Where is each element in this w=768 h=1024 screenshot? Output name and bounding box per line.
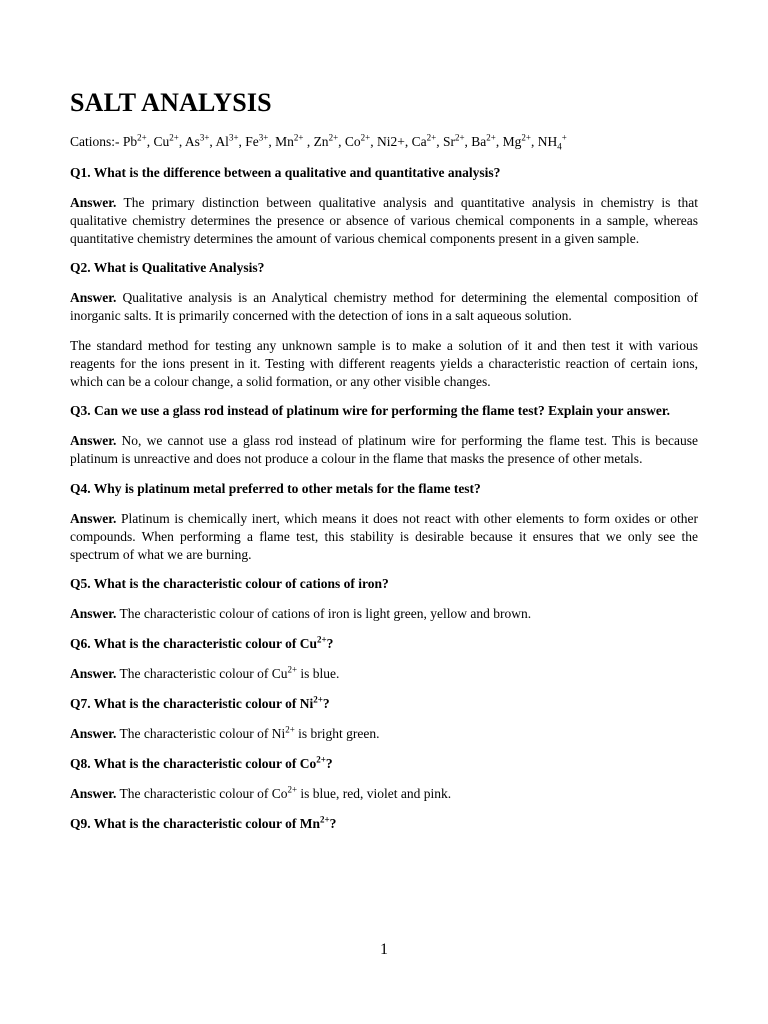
cation-list xyxy=(123,134,538,149)
answer-label: Answer. xyxy=(70,290,117,306)
cation-item: $Co^{2+}$, xyxy=(344,132,377,149)
answer-2-paragraph-2: The standard method for testing any unknown sample is to make a solution of it and then test it with various reagents for the ions present in it. Testing with different reagents yields a characteristic reaction of certain ions, which can be a colour change, a solid formation, or any other visible changes. xyxy=(70,337,698,389)
question-4: Q4. Why is platinum metal preferred to other metals for the flame test? xyxy=(70,480,481,496)
answer-3: Answer. No, we cannot use a glass rod instead of platinum wire for performing the flame test. This is because platinum is unreactive and does not produce a colour in the flame that masks the presence of other metals. xyxy=(70,433,698,467)
cation-item: $Fe^{3+}$, xyxy=(245,132,276,149)
answer-label: Answer. xyxy=(70,195,117,210)
cation-item: $Mn^{2+}$ , xyxy=(275,132,314,149)
answer-6: Answer. The characteristic colour of $Cu^{2+}$ is blue. xyxy=(70,664,340,682)
answer-8: Answer. The characteristic colour of $Co^{2+}$ is blue, red, violet and pink. xyxy=(70,784,452,801)
question-6: Q6. What is the characteristic colour of $Cu^{2+}$? xyxy=(70,634,334,652)
answer-label: Answer. xyxy=(70,606,117,622)
answer-label: Answer. xyxy=(70,785,117,801)
cation-item: $Ca^{2+}$, xyxy=(411,132,443,149)
answer-2: Answer. Qualitative analysis is an Analytical chemistry method for determining the elemental composition of inorganic salts. It is primarily concerned with the detection of ions in a salt aqueous solution. xyxy=(70,290,698,324)
answer-label: Answer. xyxy=(70,725,117,741)
question-8: Q8. What is the characteristic colour of $Co^{2+}$? xyxy=(70,754,333,771)
cations-prefix: Cations:- xyxy=(70,134,123,149)
cation-item: $Ba^{2+}$, xyxy=(471,132,503,149)
cation-nh4: $NH_4^+$ xyxy=(537,132,567,152)
question-2: Q2. What is Qualitative Analysis? xyxy=(70,260,265,276)
cation-item: $Zn^{2+}$, xyxy=(313,132,345,149)
question-3: Q3. Can we use a glass rod instead of platinum wire for performing the flame test? Explain your answer. xyxy=(70,403,671,419)
cation-item: $Al^{3+}$, xyxy=(215,132,246,149)
answer-label: Answer. xyxy=(70,510,117,526)
page-number: 1 xyxy=(380,941,388,958)
cation-item: $As^{3+}$, xyxy=(184,132,216,149)
cation-item: $Cu^{2+}$, xyxy=(153,132,185,149)
cation-item: $Pb^{2+}$, xyxy=(122,132,154,149)
cations-line xyxy=(70,132,698,152)
question-9: Q9. What is the characteristic colour of $Mn^{2+}$? xyxy=(70,814,337,831)
cation-item: $Mg^{2+}$, xyxy=(502,132,538,149)
answer-7: Answer. The characteristic colour of $Ni^{2+}$ is bright green. xyxy=(70,724,380,741)
answer-1: Answer. The primary distinction between qualitative analysis and quantitative analysis in chemistry is that qualitative chemistry determines the presence or absence of various chemical components in a sample, whereas quantitative chemistry determines the amount of various chemical components present in a given sample. xyxy=(70,195,698,246)
page-title: SALT ANALYSIS xyxy=(70,88,272,117)
question-7: Q7. What is the characteristic colour of $Ni^{2+}$? xyxy=(70,694,330,711)
answer-label: Answer. xyxy=(70,433,117,449)
question-5: Q5. What is the characteristic colour of cations of iron? xyxy=(70,576,389,592)
cation-item: $Sr^{2+}$, xyxy=(442,132,472,149)
answer-5: Answer. The characteristic colour of cations of iron is light green, yellow and brown. xyxy=(70,606,532,622)
cation-item: Ni2+, xyxy=(376,134,412,149)
answer-4: Answer. Platinum is chemically inert, which means it does not react with other elements to form oxides or other compounds. When performing a flame test, this stability is desirable because it ensures that we only see the spectrum of what we are burning. xyxy=(70,510,698,562)
question-1: Q1. What is the difference between a qualitative and quantitative analysis? xyxy=(70,165,501,180)
answer-label: Answer. xyxy=(70,666,117,682)
